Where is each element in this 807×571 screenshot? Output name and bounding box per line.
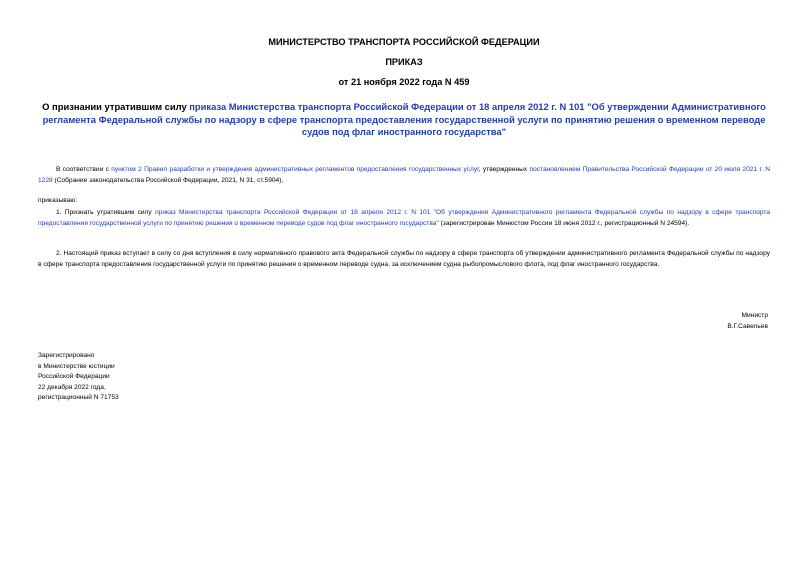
- registration-line: 22 декабря 2022 года,: [38, 383, 106, 391]
- date-number-heading: от 21 ноября 2022 года N 459: [338, 77, 470, 87]
- item-2-paragraph: 2. Настоящий приказ вступает в силу со дня вступления в силу нормативного правового акта Федеральной службы по надзору в сфере транспорта об утверждении административного регламента Федеральной службы по надзору в сфере транспорта предоставления государственной услуги по принятию решения о временном переводе судна, за исключением судна рыбопромыслового флота, под флаг иностранного государства.: [38, 250, 770, 268]
- order-word: приказываю:: [38, 197, 78, 204]
- title-prefix: О признании утратившим силу: [42, 101, 190, 112]
- preamble-text-3: (Собрание законодательства Российской Федерации, 2021, N 31, ст.5904),: [52, 176, 284, 184]
- item-1-paragraph: [38, 208, 770, 229]
- document-page: [38, 0, 770, 571]
- preamble-paragraph: [38, 165, 770, 186]
- title-link[interactable]: приказа Министерства транспорта Российской Федерации от 18 апреля 2012 г. N 101 "Об утверждении Административного регламента Федеральной службы по надзору в сфере транспорта предоставления государственной услуги по принятию решения о временном переводе судов под флаг иностранного государства": [42, 101, 766, 137]
- signature-name: В.Г.Савельев: [727, 323, 768, 330]
- preamble-link-resolution[interactable]: постановлением Правительства Российской Федерации от 20 июля 2021 г. N 1228: [38, 166, 771, 184]
- registration-line: в Министерстве юстиции: [38, 362, 115, 370]
- registration-line: Российской Федерации: [38, 373, 110, 380]
- preamble-text-2: , утвержденных: [478, 166, 530, 173]
- item-1-text-2: (зарегистрирован Минюстом России 18 июня 2012 г., регистрационный N 24594).: [438, 219, 690, 227]
- preamble-link-rules[interactable]: пунктом 2 Правил разработки и утверждения административных регламентов предоставления государственных услуг: [111, 166, 479, 173]
- item-1-text-1: 1. Признать утратившим силу: [56, 209, 156, 216]
- registration-line: регистрационный N 71753: [38, 394, 119, 401]
- ministry-heading: МИНИСТЕРСТВО ТРАНСПОРТА РОССИЙСКОЙ ФЕДЕРАЦИИ: [268, 37, 540, 47]
- item-1-link[interactable]: приказ Министерства транспорта Российской Федерации от 18 апреля 2012 г. N 101 "Об утверждении Административного регламента Федеральной службы по надзору в сфере транспорта предоставления государственной услуги по принятию решения о временном переводе судов под флаг иностранного государства": [38, 209, 770, 227]
- preamble-text-1: В соответствии с: [56, 166, 112, 173]
- registration-line: Зарегистрировано: [38, 352, 95, 359]
- signature-position: Министр: [741, 312, 768, 319]
- registration-block: [38, 351, 119, 404]
- document-title: [38, 101, 770, 139]
- doc-type-heading: ПРИКАЗ: [385, 57, 423, 67]
